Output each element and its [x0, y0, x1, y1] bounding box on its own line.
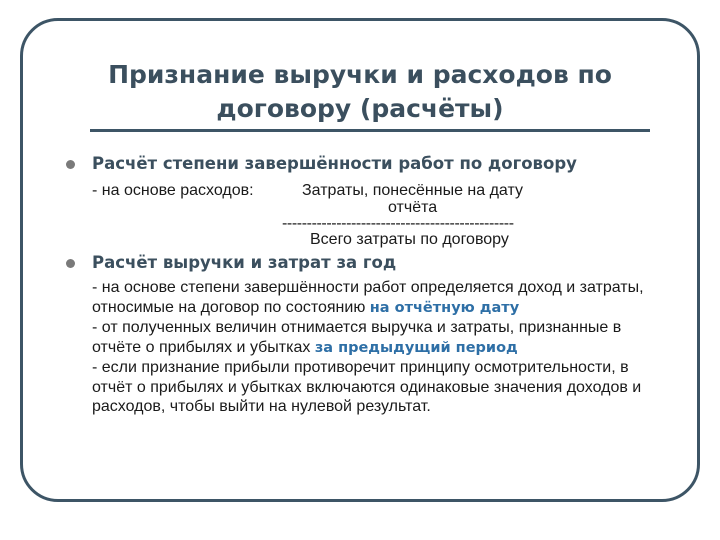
section-2-body: [92, 278, 652, 417]
paragraph-previous-period: [92, 318, 652, 358]
title-line-2: договору (расчёты): [216, 94, 504, 123]
slide-title: [40, 58, 680, 126]
paragraph-reporting-date: [92, 278, 652, 318]
title-underline: [90, 129, 650, 132]
bullet-icon: [66, 259, 75, 268]
formula-numerator-line-1: Затраты, понесённые на дату: [302, 182, 523, 199]
section-1-heading: Расчёт степени завершённости работ по договору: [92, 154, 577, 173]
bullet-icon: [66, 160, 75, 169]
formula-numerator-line-2: отчёта: [388, 199, 438, 216]
basis-label: - на основе расходов:: [92, 182, 254, 199]
highlight-text: на отчётную дату: [369, 299, 520, 316]
paragraph-text: - на основе степени завершённости работ определяется доход и затраты, относимые на договор по состоянию: [92, 279, 644, 316]
section-2-heading: Расчёт выручки и затрат за год: [92, 253, 397, 272]
formula-denominator: Всего затраты по договору: [310, 231, 509, 248]
paragraph-text: - от полученных величин отнимается выручка и затраты, признанные в отчёте о прибылях и убытках: [92, 319, 622, 356]
paragraph-prudence: - если признание прибыли противоречит принципу осмотрительности, в отчёт о прибылях и убытках включаются одинаковые значения доходов и расходов, чтобы выйти на нулевой результат.: [92, 359, 642, 415]
title-line-1: Признание выручки и расходов по: [108, 60, 612, 89]
formula-divider: -----------------------------------------------: [282, 215, 514, 232]
highlight-text: за предыдущий период: [314, 339, 518, 356]
